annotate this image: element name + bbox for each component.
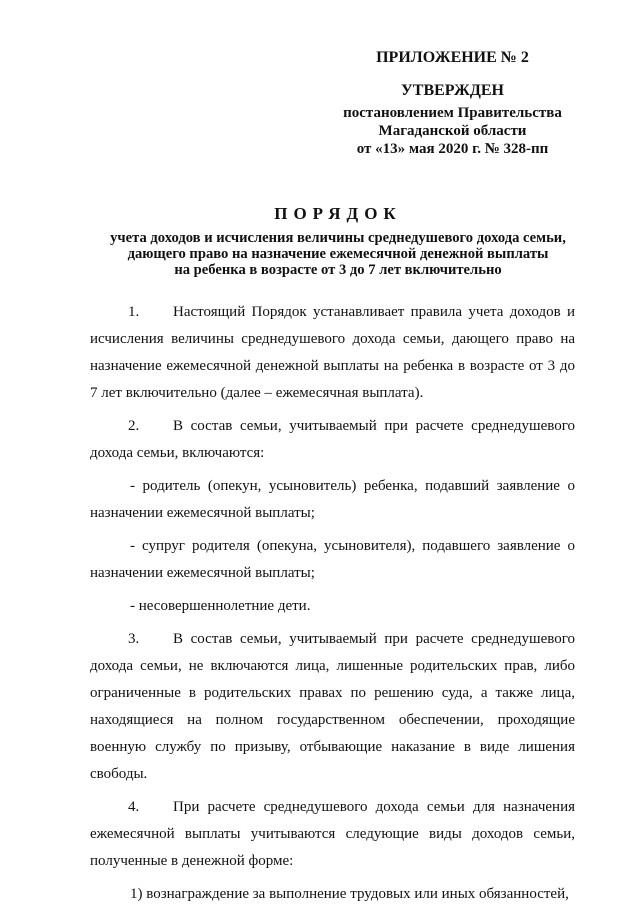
- list-item: - несовершеннолетние дети.: [130, 598, 311, 614]
- paragraph-text: При расчете среднедушевого дохода семьи для назначения ежемесячной выплаты учитываются следующие виды доходов семьи, полученные в денежной форме:: [90, 799, 575, 869]
- paragraph-text: В состав семьи, учитываемый при расчете среднедушевого дохода семьи, включаются:: [90, 418, 575, 461]
- subtitle-line-3: на ребенка в возрасте от 3 до 7 лет включительно: [174, 262, 502, 278]
- title-word: ПОРЯДОК: [274, 204, 402, 223]
- paragraph-3: [90, 626, 575, 788]
- paragraph-4: [90, 794, 575, 875]
- document-body: [90, 299, 575, 914]
- subtitle-line-1: учета доходов и исчисления величины среднедушевого дохода семьи,: [110, 230, 566, 246]
- paragraph-2: [90, 413, 575, 467]
- paragraph-number: 4.: [128, 799, 140, 815]
- list-item: 1) вознаграждение за выполнение трудовых или иных обязанностей,: [130, 886, 569, 902]
- paragraph-1: [90, 299, 575, 407]
- paragraph-number: 3.: [128, 631, 140, 647]
- paragraph-text: В состав семьи, учитываемый при расчете среднедушевого дохода семьи, не включаются лица, лишенные родительских прав, либо ограниченные в родительских правах по решению суда, а также лица, находящиеся на полном государственном обеспечении, проходящие военную службу по призыву, отбывающие наказание в виде лишения свободы.: [90, 631, 575, 782]
- document-title: [88, 204, 588, 278]
- paragraph-text: Настоящий Порядок устанавливает правила учета доходов и исчисления величины среднедушевого дохода семьи, дающего право на назначение ежемесячной денежной выплаты на ребенка в возрасте от 3 до 7 лет включительно (далее – ежемесячная выплата).: [90, 304, 575, 401]
- approval-line-2: Магаданской области: [378, 123, 527, 139]
- subtitle-line-2: дающего право на назначение ежемесячной денежной выплаты: [127, 246, 549, 262]
- annex-number: ПРИЛОЖЕНИЕ № 2: [376, 49, 529, 66]
- approval-block: [330, 49, 575, 158]
- paragraph-number: 2.: [128, 418, 140, 434]
- approval-line-1: постановлением Правительства: [343, 105, 562, 121]
- paragraph-number: 1.: [128, 304, 140, 320]
- approved-heading: УТВЕРЖДЕН: [401, 82, 504, 99]
- list-item: - родитель (опекун, усыновитель) ребенка, подавший заявление о назначении ежемесячной выплаты;: [90, 478, 575, 521]
- approval-date: от «13» мая 2020 г. № 328-пп: [356, 141, 549, 157]
- list-item: - супруг родителя (опекуна, усыновителя), подавшего заявление о назначении ежемесячной выплаты;: [90, 538, 575, 581]
